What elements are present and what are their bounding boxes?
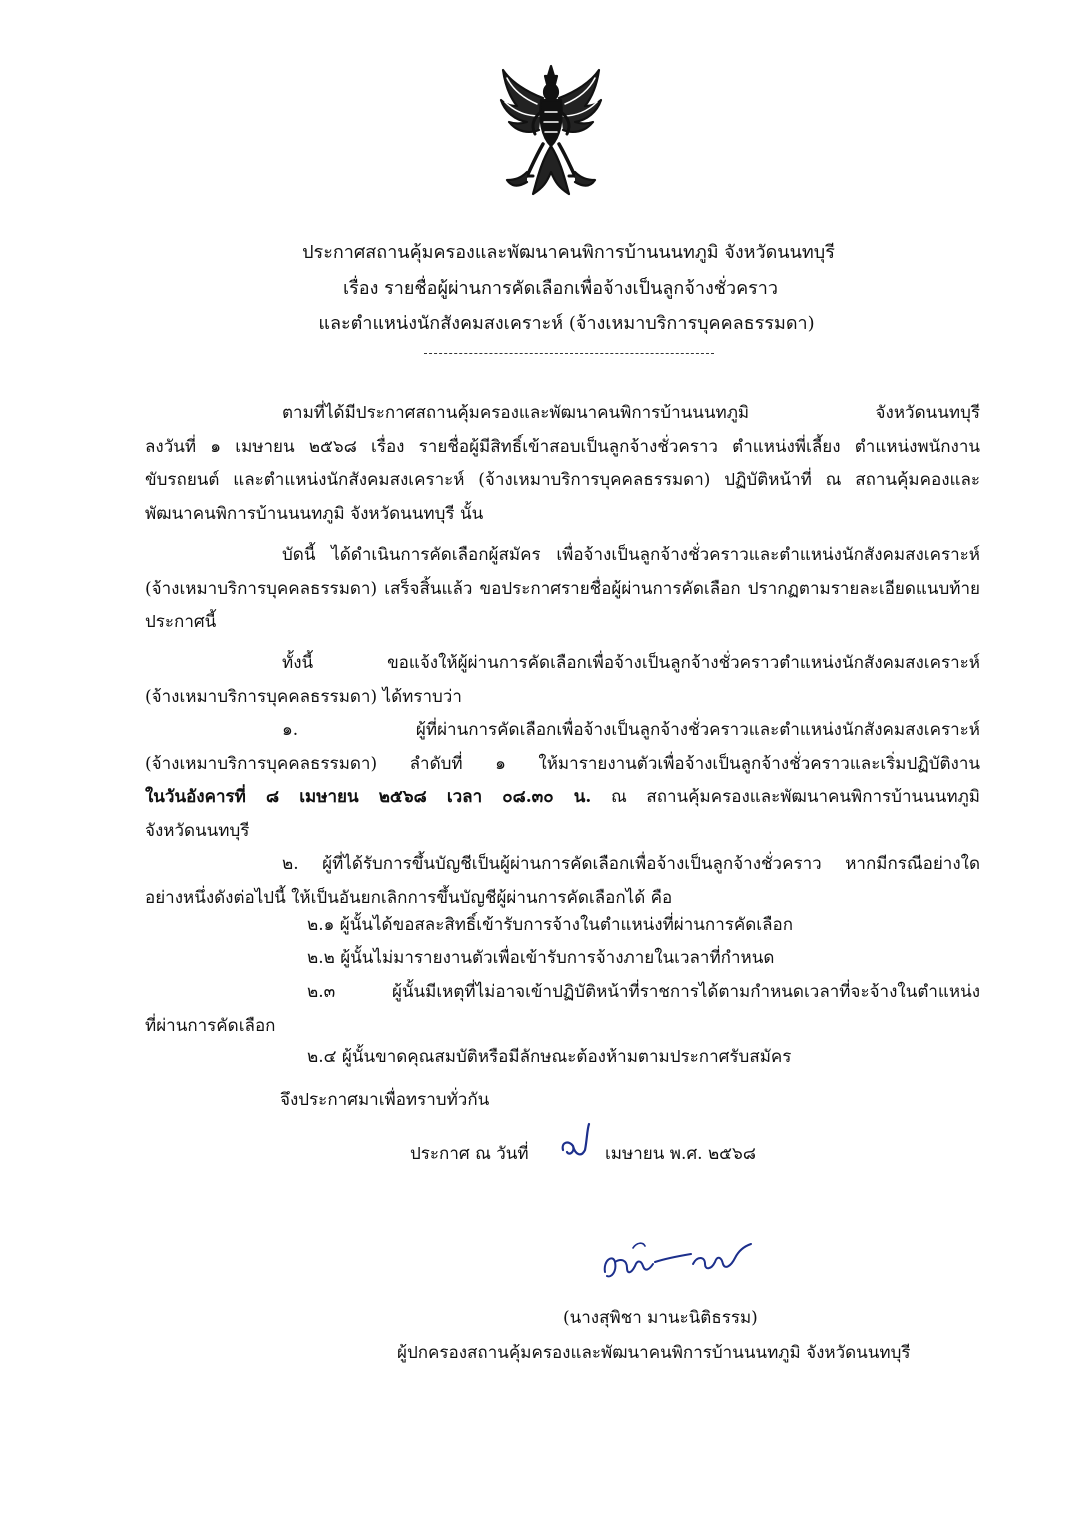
garuda-emblem-icon (497, 62, 605, 202)
text-line: (จ้างเหมาบริการบุคคลธรรมดา) เสร็จสิ้นแล้ว ขอประกาศรายชื่อผู้ผ่านการคัดเลือก ปรากฏตามรายละเอียดแนบท้าย (145, 578, 980, 599)
paragraph-reference (145, 397, 980, 531)
text-line: ประกาศนี้ (145, 612, 217, 632)
text-line: ลงวันที่ ๑ เมษายน ๒๕๖๘ เรื่อง รายชื่อผู้มีสิทธิ์เข้าสอบเป็นลูกจ้างชั่วคราว ตำแหน่งพี่เลี้ยง ตำแหน่งพนักงาน (145, 436, 980, 457)
text-line-report-date (145, 781, 980, 815)
text-line: ตามที่ได้มีประกาศสถานคุ้มครองและพัฒนาคนพิการบ้านนนทภูมิ จังหวัดนนทบุรี (282, 403, 980, 423)
list-item-1 (145, 714, 980, 848)
handwritten-day (553, 1120, 603, 1170)
text-line: ๑. ผู้ที่ผ่านการคัดเลือกเพื่อจ้างเป็นลูกจ้างชั่วคราวและตำแหน่งนักสังคมสงเคราะห์ (282, 720, 980, 740)
paragraph-notice (145, 647, 980, 714)
text-line: (จ้างเหมาบริการบุคคลธรรมดา) ได้ทราบว่า (145, 686, 462, 707)
sub-item-2-2: ๒.๒ ผู้นั้นไม่มารายงานตัวเพื่อเข้ารับการจ้างภายในเวลาที่กำหนด (307, 948, 775, 968)
text-line: พัฒนาคนพิการบ้านนนทภูมิ จังหวัดนนทบุรี นั้น (145, 503, 484, 524)
announcement-subject: เรื่อง รายชื่อผู้ผ่านการคัดเลือกเพื่อจ้างเป็นลูกจ้างชั่วคราว (342, 278, 779, 299)
text-line: (จ้างเหมาบริการบุคคลธรรมดา) ลำดับที่ ๑ ให้มารายงานตัวเพื่อจ้างเป็นลูกจ้างชั่วคราวและเริ่มปฏิบัติงาน (145, 753, 980, 774)
announcement-title: ประกาศสถานคุ้มครองและพัฒนาคนพิการบ้านนนทภูมิ จังหวัดนนทบุรี (302, 242, 835, 263)
text-line: ทั้งนี้ ขอแจ้งให้ผู้ผ่านการคัดเลือกเพื่อจ้างเป็นลูกจ้างชั่วคราวตำแหน่งนักสังคมสงเคราะห์ (282, 653, 980, 673)
text-line: ๒. ผู้ที่ได้รับการขึ้นบัญชีเป็นผู้ผ่านการคัดเลือกเพื่อจ้างเป็นลูกจ้างชั่วคราว หากมีกรณีอย่างใด (282, 854, 980, 874)
text-line: ๒.๓ ผู้นั้นมีเหตุที่ไม่อาจเข้าปฏิบัติหน้าที่ราชการได้ตามกำหนดเวลาที่จะจ้างในตำแหน่ง (307, 982, 980, 1002)
paragraph-result (145, 539, 980, 640)
list-item-2 (145, 848, 980, 915)
signatory-name: (นางสุพิชา มานะนิติธรรม) (563, 1308, 758, 1328)
sub-item-2-1: ๒.๑ ผู้นั้นได้ขอสละสิทธิ์เข้ารับการจ้างในตำแหน่งที่ผ่านการคัดเลือก (307, 915, 794, 935)
text-line: จังหวัดนนทบุรี (145, 820, 250, 841)
signature-mark (597, 1232, 757, 1292)
dateline-prefix: ประกาศ ณ วันที่ (410, 1144, 529, 1164)
text-line: ที่ผ่านการคัดเลือก (145, 1015, 276, 1036)
header-divider (424, 353, 714, 354)
text-line: บัดนี้ ได้ดำเนินการคัดเลือกผู้สมัคร เพื่อจ้างเป็นลูกจ้างชั่วคราวและตำแหน่งนักสังคมสงเคราะห์ (282, 545, 980, 565)
text-line: อย่างหนึ่งดังต่อไปนี้ ให้เป็นอันยกเลิกการขึ้นบัญชีผู้ผ่านการคัดเลือกได้ คือ (145, 887, 673, 908)
signatory-title: ผู้ปกครองสถานคุ้มครองและพัฒนาคนพิการบ้านนนทภูมิ จังหวัดนนทบุรี (397, 1343, 911, 1363)
closing-statement: จึงประกาศมาเพื่อทราบทั่วกัน (280, 1090, 490, 1110)
report-date: ในวันอังคารที่ ๘ เมษายน ๒๕๖๘ เวลา ๐๘.๓๐ น. (145, 787, 592, 807)
report-location: ณ สถานคุ้มครองและพัฒนาคนพิการบ้านนนทภูมิ (591, 787, 980, 807)
dateline-suffix: เมษายน พ.ศ. ๒๕๖๘ (605, 1144, 756, 1164)
announcement-subject-cont: และตำแหน่งนักสังคมสงเคราะห์ (จ้างเหมาบริการบุคคลธรรมดา) (318, 313, 815, 334)
sub-item-2-4: ๒.๔ ผู้นั้นขาดคุณสมบัติหรือมีลักษณะต้องห้ามตามประกาศรับสมัคร (307, 1047, 792, 1067)
text-line: ขับรถยนต์ และตำแหน่งนักสังคมสงเคราะห์ (จ้างเหมาบริการบุคคลธรรมดา) ปฏิบัติหน้าที่ ณ สถานคุ้มคองและ (145, 470, 980, 490)
sub-item-2-3 (145, 976, 980, 1043)
